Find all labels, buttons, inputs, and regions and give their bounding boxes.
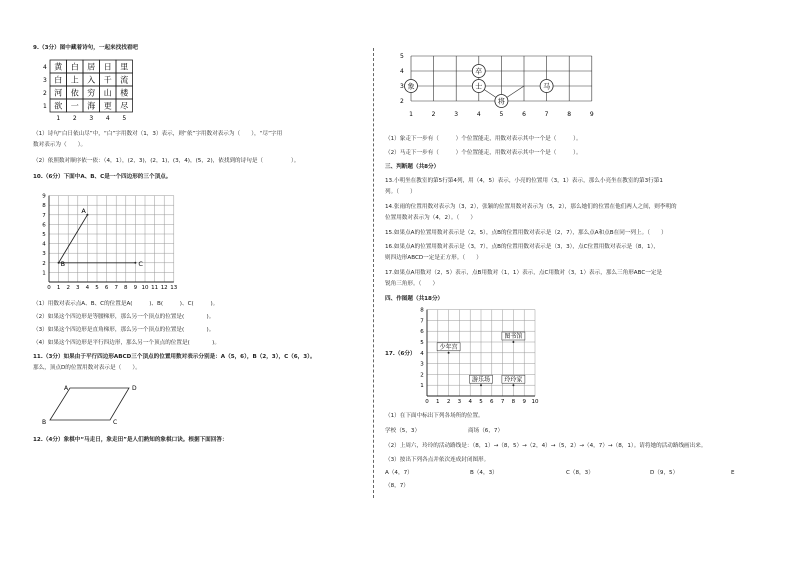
chess-piece-label: 马 <box>543 82 551 91</box>
q17-label: 17.（6分） <box>385 351 416 357</box>
x-tick-label: 5 <box>479 399 483 405</box>
board-x-label: 3 <box>454 111 459 118</box>
x-tick-label: 11 <box>151 285 159 291</box>
poem-x-label: 3 <box>89 115 94 122</box>
board-x-label: 4 <box>476 111 481 118</box>
y-tick-label: 6 <box>42 222 46 229</box>
chess-piece-label: 卒 <box>475 67 483 76</box>
y-tick-label: 7 <box>420 318 424 325</box>
q14-line1: 14.张雨的位置用数对表示为（3，2），张颖的位置用数对表示为（5，2），那么她们的位置在他们两人之间，则李明的 <box>385 204 677 210</box>
poem-char: 白 <box>70 62 79 72</box>
q17-judge-line1: 17.如果点A用数对（2，5）表示，点B用数对（1，1）表示，点C用数对（3，1）表示，那么三角形ABC一定是 <box>385 270 663 276</box>
place-dot <box>512 341 514 343</box>
poem-char: 依 <box>70 88 79 98</box>
poem-char: 黄 <box>54 62 63 72</box>
board-x-label: 1 <box>409 111 413 118</box>
y-tick-label: 9 <box>42 193 46 200</box>
x-tick-label: 1 <box>436 399 440 405</box>
y-tick-label: 6 <box>420 329 424 336</box>
poem-y-label: 3 <box>43 77 47 84</box>
y-tick-label: 5 <box>420 340 424 346</box>
q13-line2: 列。（ ） <box>385 189 416 195</box>
poem-x-label: 1 <box>56 115 61 122</box>
q17-part3: （3）按出下列各点并依次连成封闭图形。 <box>385 457 490 463</box>
q9-part1-line1: （1）诗句“白日依山尽”中，“白”字用数对（1，3）表示，则“依”字用数对表示为（ ），“尽”字用 <box>33 131 283 137</box>
y-tick-label: 2 <box>42 260 46 267</box>
point-a-coord: A（4，7） <box>385 470 413 476</box>
point-e-coord: （8，7） <box>385 483 409 489</box>
chess-piece-label: 士 <box>475 82 483 91</box>
poem-char: 里 <box>120 62 129 72</box>
q9-part1-line2: 数对表示为（ ）。 <box>33 142 87 148</box>
board-x-label: 7 <box>544 111 549 118</box>
q9-part2: （2）依照数对顺序依一依：（4，1），(2，3)，(2，1)，(3，4)，(5，2)，依找到的诗句是（ ）。 <box>33 158 300 164</box>
x-tick-label: 9 <box>133 285 138 291</box>
poem-y-label: 4 <box>43 64 47 71</box>
q17-judge-line2: 锐角三角形。（ ） <box>385 281 439 287</box>
x-tick-label: 2 <box>66 285 70 291</box>
point-b-coord: B（4，3） <box>470 470 498 476</box>
vertex-c-label: C <box>113 419 118 426</box>
poem-char: 更 <box>103 101 112 111</box>
board-x-label: 8 <box>567 111 572 118</box>
poem-char: 穷 <box>87 88 96 98</box>
y-tick-label: 3 <box>42 251 46 258</box>
x-tick-label: 10 <box>531 399 539 405</box>
x-tick-label: 5 <box>95 285 99 291</box>
q13-line1: 13.小明坐在教室的第5行第4列，用（4，5）表示，小亮的位置用（3，1）表示，那么小亮坐在教室的第3行第1 <box>385 178 663 184</box>
y-tick-label: 8 <box>420 307 424 314</box>
q12-part1: （1）象走下一步有（ ）个位置能走，用数对表示其中一个是（ ）。 <box>385 136 582 142</box>
section-judge-title: 三、判断题（共8分） <box>385 164 440 170</box>
x-tick-label: 7 <box>114 285 118 291</box>
point-e-name: E <box>731 470 735 476</box>
y-tick-label: 4 <box>42 241 46 248</box>
q16-line1: 16.如果点A的位置用数对表示是（3，7），点B的位置用数对表示是（3，3），点C位置用数对表示是（8，1）， <box>385 244 659 250</box>
poem-x-label: 2 <box>72 115 77 122</box>
poem-char: 河 <box>54 88 63 98</box>
place-dot <box>512 384 514 386</box>
place-dot <box>448 352 450 354</box>
poem-x-label: 4 <box>105 115 110 122</box>
section-draw-title: 四、作图题（共18分） <box>385 296 444 302</box>
y-tick-label: 5 <box>42 232 46 238</box>
x-tick-label: 4 <box>468 399 472 405</box>
x-tick-label: 1 <box>56 285 61 291</box>
q10-title: 10.（6分）下面中A、B、C是一个四边形的三个顶点。 <box>33 174 172 180</box>
x-tick-label: 9 <box>522 399 526 405</box>
x-tick-label: 10 <box>141 285 149 291</box>
place-dot <box>480 384 482 386</box>
q17-part2: （2）上周六，玲玲的活动路线是：（8，1）→（8，5）→（2，4）→（5，2）→（4，7）→（8，1）。请将她的活动路线画出来。 <box>385 443 707 449</box>
poem-char: 居 <box>87 62 96 72</box>
poem-char: 千 <box>103 75 112 85</box>
vertex-label: B <box>60 259 66 268</box>
x-tick-label: 3 <box>76 285 80 291</box>
q15: 15.如果点A的位置用数对表示是（2，5），点B的位置用数对表示是（2，7），那么点A和点B在同一列上。（ ） <box>385 230 667 236</box>
x-tick-label: 6 <box>104 285 109 291</box>
poem-char: 上 <box>70 75 79 85</box>
y-tick-label: 8 <box>42 203 46 210</box>
q16-line2: 则四边形ABCD一定是正方形。（ ） <box>385 255 482 261</box>
q12-part2: （2）马走下一步有（ ）个位置能走，用数对表示其中一个是（ ）。 <box>385 150 582 156</box>
poem-char: 入 <box>87 75 96 85</box>
q14-line2: 位置用数对表示为（4，2）。（ ） <box>385 215 477 221</box>
y-tick-label: 2 <box>420 372 424 379</box>
vertex-d-label: D <box>132 385 137 392</box>
x-tick-label: 6 <box>490 399 494 405</box>
x-tick-label: 0 <box>47 285 51 291</box>
x-tick-label: 12 <box>160 285 168 291</box>
q12-title: 12.（4分）象棋中“马走日，象走田”是人们熟知的象棋口诀。根据下面回答： <box>33 437 228 443</box>
place-label: 玲玲家 <box>504 376 523 384</box>
x-tick-label: 0 <box>425 399 429 405</box>
board-x-label: 5 <box>499 111 504 118</box>
poem-y-label: 1 <box>43 103 47 110</box>
board-y-label: 5 <box>400 53 404 60</box>
poem-char: 日 <box>103 62 112 72</box>
q10-part3: （3）如果这个四边形是直角梯形，那么另一个顶点的位置是( )。 <box>33 327 215 333</box>
mall-coord: 商场（6，7） <box>468 428 504 434</box>
x-tick-label: 8 <box>511 399 516 405</box>
place-label: 少年宫 <box>439 344 458 351</box>
board-y-label: 2 <box>400 98 404 105</box>
board-x-label: 6 <box>522 111 526 118</box>
poem-char: 流 <box>120 75 129 85</box>
y-tick-label: 4 <box>420 350 424 357</box>
school-coord: 学校（5，3） <box>385 428 421 434</box>
poem-char: 白 <box>54 75 63 85</box>
x-tick-label: 3 <box>457 399 462 405</box>
x-tick-label: 7 <box>500 399 505 405</box>
q10-part4: （4）如果这个四边形是平行四边形，那么另一个顶点的位置是( )。 <box>33 340 220 346</box>
q17-part1: （1）在下面中标出下列各场所的位置。 <box>385 413 484 419</box>
y-tick-label: 1 <box>42 270 46 277</box>
poem-x-label: 5 <box>122 115 127 122</box>
poem-y-label: 2 <box>43 90 47 97</box>
poem-char: 海 <box>87 101 96 111</box>
poem-char: 欲 <box>54 101 63 111</box>
y-tick-label: 7 <box>42 212 46 219</box>
y-tick-label: 3 <box>420 361 424 368</box>
q9-title: 9.（3分）图中藏着诗句，一起来找找看吧 <box>33 45 139 51</box>
q11-line2: 那么，顶点D的位置用数对表示是（ ）。 <box>33 365 141 371</box>
poem-char: 楼 <box>120 88 129 98</box>
vertex-b-label: B <box>42 419 47 426</box>
x-tick-label: 4 <box>85 285 90 291</box>
point-d-coord: D（9，5） <box>650 470 679 476</box>
board-y-label: 3 <box>400 83 404 90</box>
chess-piece-label: 将 <box>497 97 505 106</box>
y-tick-label: 1 <box>420 383 424 390</box>
q10-part1: （1）用数对表示点A、B、C的位置是A( )、B( )、C( )。 <box>33 301 219 307</box>
vertex-a-label: A <box>64 385 69 392</box>
poem-char: 山 <box>103 88 112 98</box>
place-label: 游乐场 <box>471 376 491 384</box>
q11-line1: 11.（3分）如果由于平行四边形ABCD三个顶点的位置用数对表示分别是：A（5，6），B（2，3），C（6，3）。 <box>33 354 316 360</box>
poem-char: 尽 <box>120 101 129 111</box>
vertex-label: A <box>81 206 86 215</box>
board-y-label: 4 <box>400 68 404 75</box>
poem-char: 一 <box>70 101 79 111</box>
board-x-label: 9 <box>589 111 594 118</box>
x-tick-label: 13 <box>170 285 178 291</box>
vertex-label: C <box>138 259 143 268</box>
x-tick-label: 8 <box>124 285 128 291</box>
x-tick-label: 2 <box>446 399 451 405</box>
point-c-coord: C（8，3） <box>566 470 594 476</box>
board-x-label: 2 <box>431 111 436 118</box>
q10-part2: （2）如果这个四边形是等腰梯形，那么另一个顶点的位置是( )。 <box>33 314 215 320</box>
chess-piece-label: 象 <box>407 82 415 91</box>
place-label: 图书馆 <box>504 333 523 341</box>
